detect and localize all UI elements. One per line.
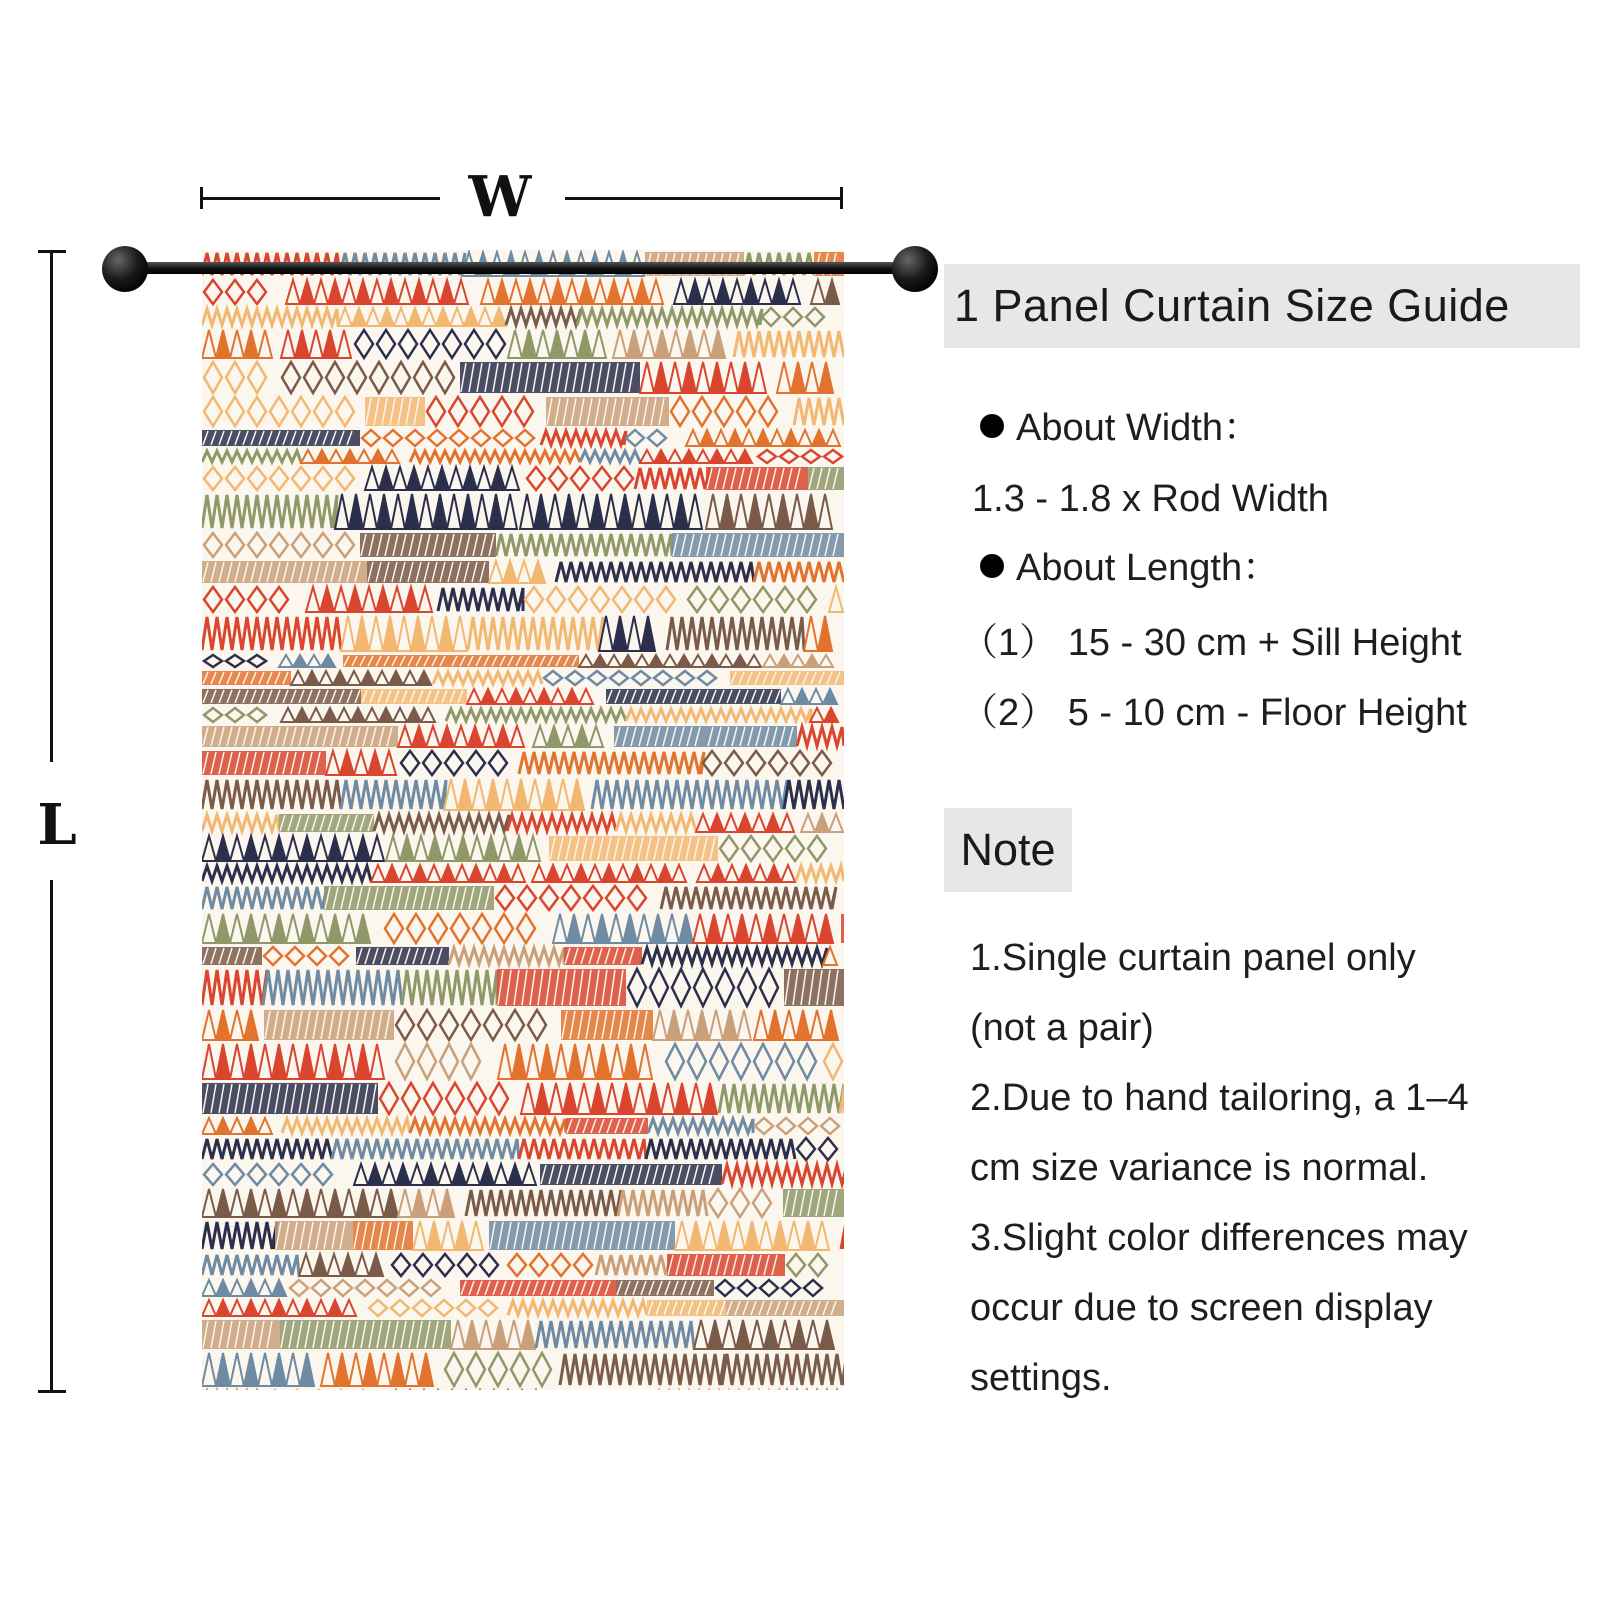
length-option-2: （2） 5 - 10 cm - Floor Height	[960, 692, 1467, 734]
rod-finial-right-icon	[892, 246, 938, 292]
width-dimension-line-right	[565, 197, 843, 200]
width-dimension-right-cap	[840, 187, 843, 209]
width-heading	[980, 405, 1261, 451]
length-dimension-bottom-cap	[38, 1390, 66, 1393]
note-line: occur due to screen display	[970, 1287, 1433, 1329]
note-line: settings.	[970, 1357, 1112, 1399]
width-heading-text: About Width：	[1016, 407, 1261, 449]
length-dimension-line-bottom	[50, 880, 53, 1392]
width-value: 1.3 - 1.8 x Rod Width	[972, 478, 1329, 520]
note-line: 3.Slight color differences may	[970, 1217, 1468, 1259]
bullet-icon	[980, 414, 1004, 438]
length-label: L	[37, 792, 77, 858]
curtain-panel	[202, 250, 844, 1390]
curtain-pattern	[202, 250, 844, 1390]
note-line: cm size variance is normal.	[970, 1147, 1429, 1189]
length-heading	[980, 545, 1280, 591]
note-line: 2.Due to hand tailoring, a 1–4	[970, 1077, 1469, 1119]
rod-finial-left-icon	[102, 246, 148, 292]
size-guide-title: 1 Panel Curtain Size Guide	[944, 264, 1580, 348]
width-label: W	[468, 164, 532, 230]
length-dimension-line-top	[50, 250, 53, 762]
length-heading-text: About Length：	[1016, 547, 1281, 589]
note-title: Note	[944, 808, 1072, 892]
width-dimension-line-left	[200, 197, 440, 200]
note-line: (not a pair)	[970, 1007, 1154, 1049]
length-option-1: （1） 15 - 30 cm + Sill Height	[960, 622, 1462, 664]
bullet-icon	[980, 554, 1004, 578]
curtain-rod	[118, 262, 918, 274]
note-line: 1.Single curtain panel only	[970, 937, 1416, 979]
